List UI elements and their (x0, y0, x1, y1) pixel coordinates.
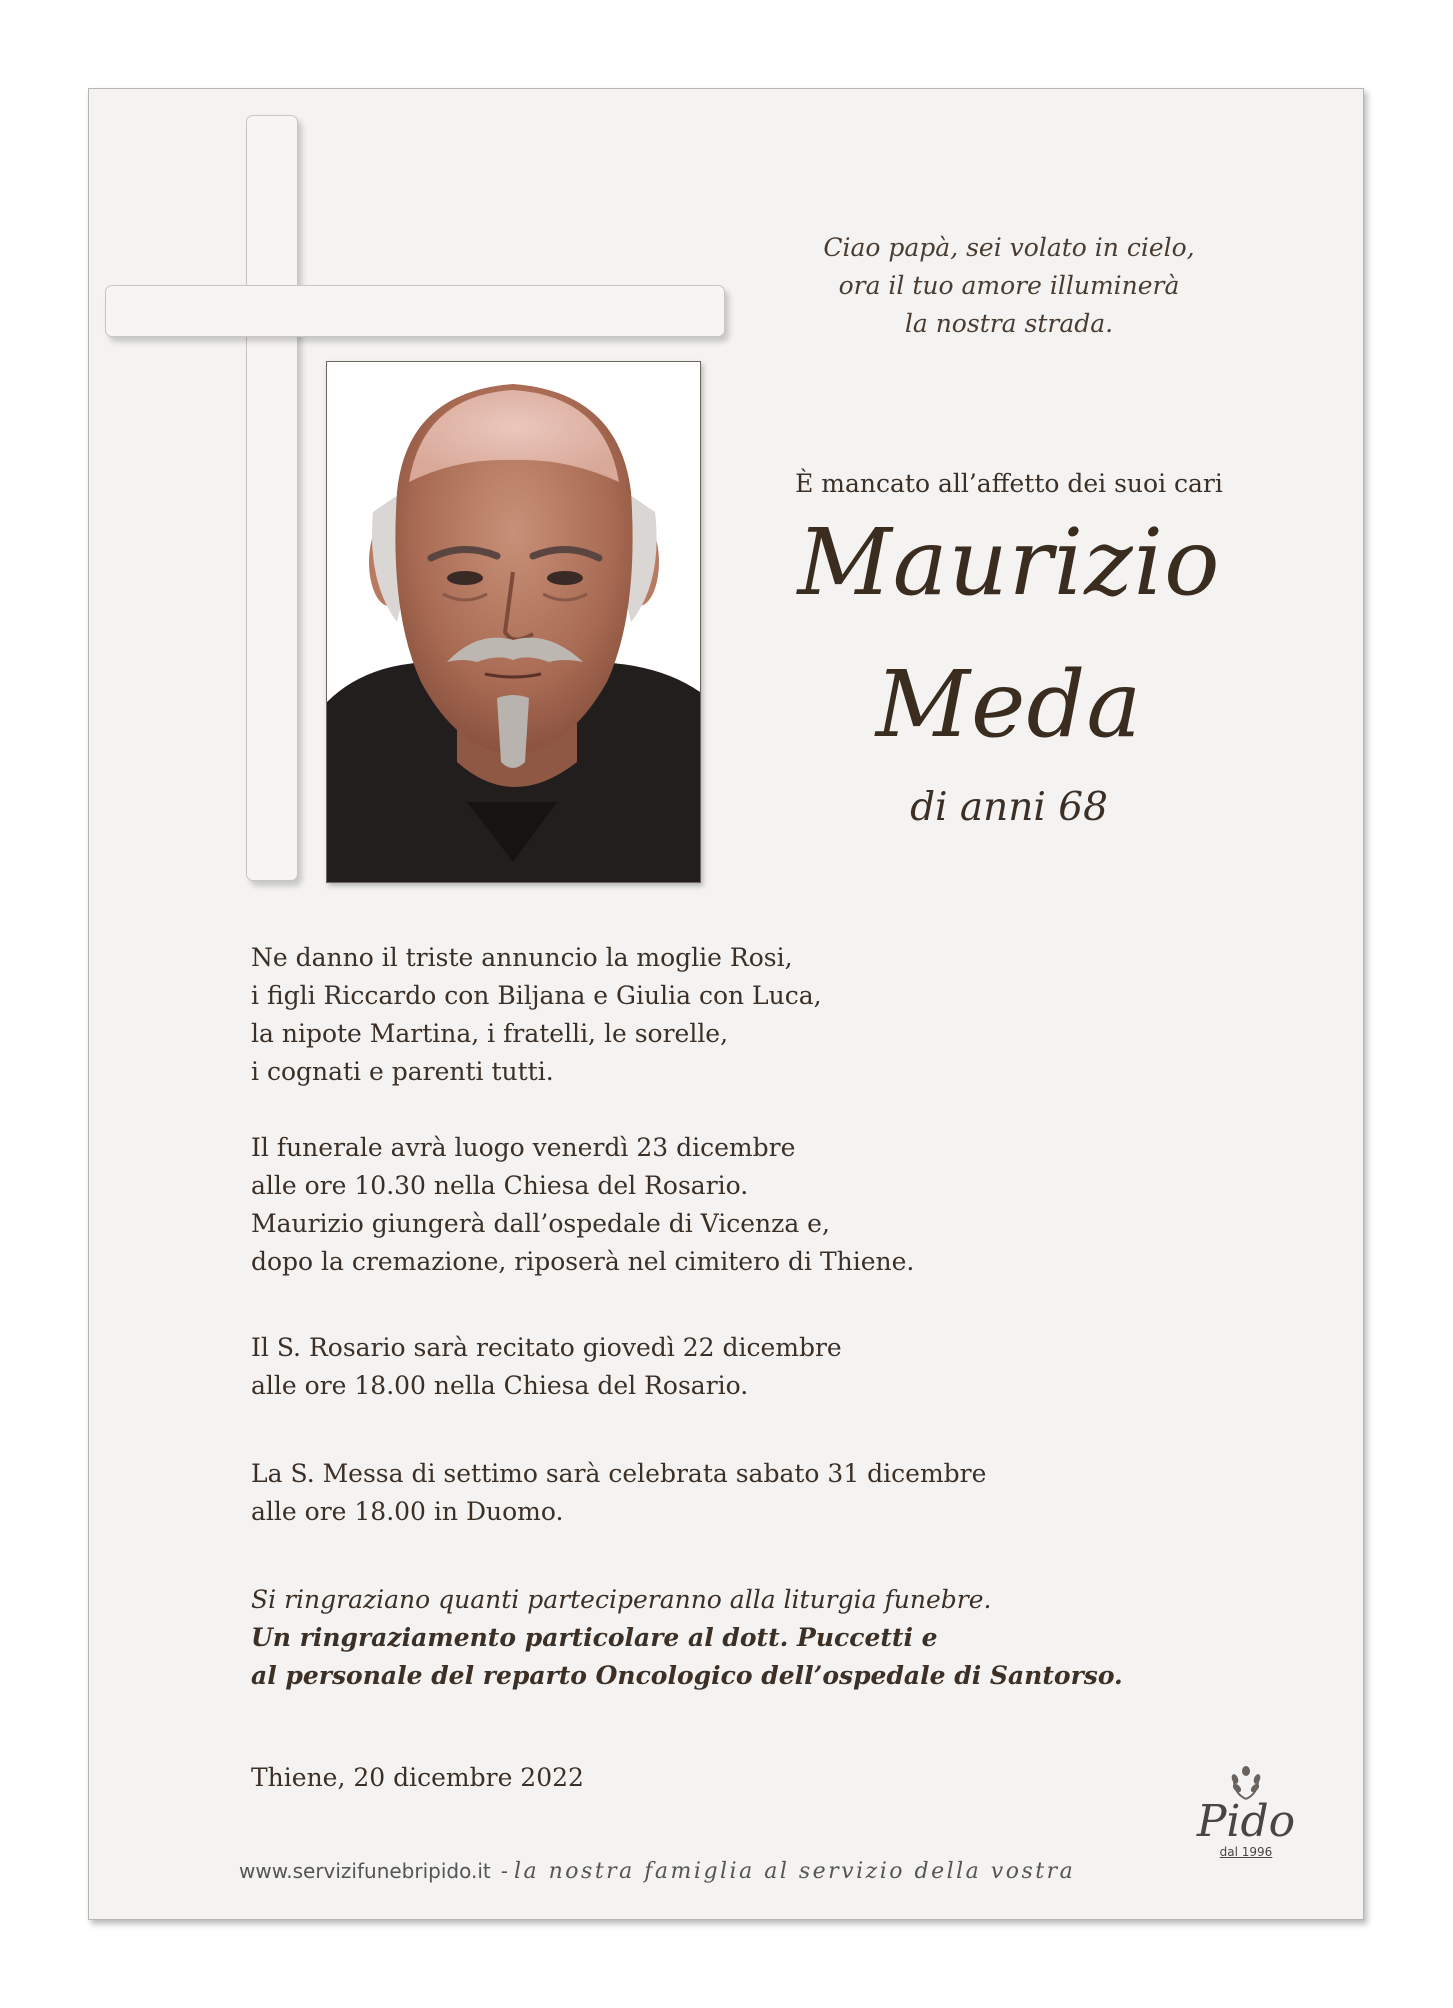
obituary-sheet (88, 88, 1364, 1920)
deceased-first-name: Maurizio (797, 509, 1221, 616)
footer-separator: - (500, 1859, 508, 1883)
quote-line: Ciao papà, sei volato in cielo, (823, 233, 1195, 262)
deceased-photo (326, 361, 701, 883)
quote-line: la nostra strada. (904, 309, 1114, 338)
footer (239, 1859, 1139, 1884)
mass-paragraph (251, 1455, 1151, 1531)
memorial-quote (789, 229, 1229, 343)
text-line: La S. Messa di settimo sarà celebrata sabato 31 dicembre (251, 1459, 987, 1488)
website-link[interactable]: www.servizifunebripido.it (239, 1859, 491, 1883)
company-logo (1191, 1765, 1301, 1875)
funeral-paragraph (251, 1129, 1151, 1281)
text-line: i cognati e parenti tutti. (251, 1057, 554, 1086)
text-line: Ne danno il triste annuncio la moglie Rosi, (251, 943, 793, 972)
logo-since: dal 1996 (1219, 1845, 1273, 1859)
quote-line: ora il tuo amore illuminerà (838, 271, 1180, 300)
rosary-paragraph (251, 1329, 1151, 1405)
text-line: alle ore 18.00 nella Chiesa del Rosario. (251, 1371, 749, 1400)
logo-brand: Pido (1196, 1796, 1296, 1847)
text-line: alle ore 18.00 in Duomo. (251, 1497, 564, 1526)
cross-vertical-beam (246, 115, 298, 881)
announcement-paragraph (251, 939, 1151, 1091)
special-thanks-line: al personale del reparto Oncologico dell’ospedale di Santorso. (251, 1661, 1123, 1690)
special-thanks-line: Un ringraziamento particolare al dott. Puccetti e (251, 1623, 938, 1652)
text-line: i figli Riccardo con Biljana e Giulia con Luca, (251, 981, 822, 1010)
deceased-age: di anni 68 (910, 785, 1108, 830)
text-line: alle ore 10.30 nella Chiesa del Rosario. (251, 1171, 749, 1200)
place-date: Thiene, 20 dicembre 2022 (251, 1763, 584, 1792)
text-line: dopo la cremazione, riposerà nel cimitero di Thiene. (251, 1247, 915, 1276)
portrait-illustration (327, 362, 700, 882)
text-line: Maurizio giungerà dall’ospedale di Vicenza e, (251, 1209, 830, 1238)
intro-line: È mancato all’affetto dei suoi cari (795, 469, 1223, 498)
general-thanks: Si ringraziano quanti parteciperanno alla liturgia funebre. (251, 1585, 992, 1614)
text-line: Il S. Rosario sarà recitato giovedì 22 dicembre (251, 1333, 842, 1362)
text-line: la nipote Martina, i fratelli, le sorelle, (251, 1019, 729, 1048)
deceased-last-name: Meda (875, 651, 1143, 758)
text-line: Il funerale avrà luogo venerdì 23 dicembre (251, 1133, 796, 1162)
cross-junction (247, 286, 297, 336)
cross-horizontal-beam (105, 285, 725, 337)
thanks-paragraph (251, 1581, 1151, 1695)
footer-slogan: la nostra famiglia al servizio della vostra (513, 1859, 1076, 1884)
